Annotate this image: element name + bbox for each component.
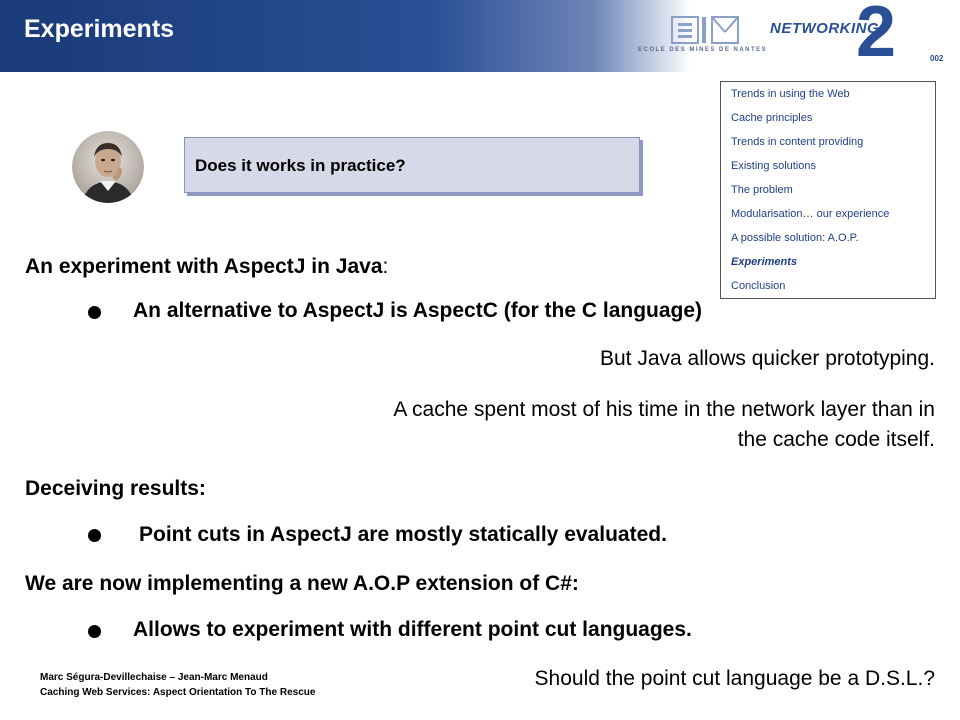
bullet-dot-icon bbox=[88, 529, 101, 542]
networking-logo-year: 002 bbox=[930, 54, 944, 63]
bullet-point-cuts: Point cuts in AspectJ are mostly statically evaluated. bbox=[139, 523, 667, 546]
networking-logo bbox=[768, 0, 958, 72]
agenda-box bbox=[720, 81, 936, 299]
networking-logo-number: 2 bbox=[856, 0, 897, 72]
heading-experiment-text: An experiment with AspectJ in Java bbox=[25, 255, 383, 278]
heading-experiment bbox=[25, 255, 388, 279]
agenda-item-existing-solutions[interactable]: Existing solutions bbox=[731, 160, 816, 172]
avatar bbox=[72, 131, 144, 203]
note-cache-network-line1: A cache spent most of his time in the network layer than in bbox=[393, 398, 935, 421]
agenda-item-conclusion[interactable]: Conclusion bbox=[731, 280, 786, 292]
emn-logo bbox=[638, 14, 768, 62]
agenda-item-trends-content[interactable]: Trends in content providing bbox=[731, 136, 864, 148]
note-cache-network-line2: the cache code itself. bbox=[737, 428, 935, 451]
footer-talk-title: Caching Web Services: Aspect Orientation To The Rescue bbox=[40, 687, 316, 698]
thinking-person-icon bbox=[72, 131, 144, 203]
bullet-dot-icon bbox=[88, 306, 101, 319]
note-dsl-question: Should the point cut language be a D.S.L.? bbox=[534, 667, 935, 690]
networking-logo-text: NETWORKING bbox=[770, 20, 880, 37]
bullet-aspectc: An alternative to AspectJ is AspectC (for the C language) bbox=[133, 299, 703, 322]
agenda-item-problem[interactable]: The problem bbox=[731, 184, 793, 196]
agenda-item-modularisation[interactable]: Modularisation… our experience bbox=[731, 208, 890, 220]
footer-authors: Marc Ségura-Devillechaise – Jean-Marc Menaud bbox=[40, 672, 268, 683]
agenda-item-aop[interactable]: A possible solution: A.O.P. bbox=[731, 232, 859, 244]
emn-logo-caption: ECOLE DES MINES DE NANTES bbox=[638, 47, 768, 53]
agenda-item-trends-web[interactable]: Trends in using the Web bbox=[731, 88, 850, 100]
agenda-item-experiments[interactable]: Experiments bbox=[731, 256, 798, 268]
bullet-point-cut-languages: Allows to experiment with different point cut languages. bbox=[133, 618, 692, 641]
agenda-item-cache-principles[interactable]: Cache principles bbox=[731, 112, 813, 124]
heading-deceiving-results: Deceiving results: bbox=[25, 477, 206, 500]
note-java-prototyping: But Java allows quicker prototyping. bbox=[599, 347, 935, 370]
question-box bbox=[184, 137, 640, 193]
question-text: Does it works in practice? bbox=[195, 156, 406, 175]
heading-experiment-colon: : bbox=[382, 255, 389, 278]
heading-new-extension: We are now implementing a new A.O.P extension of C#: bbox=[25, 572, 579, 595]
bullet-dot-icon bbox=[88, 625, 101, 638]
page-title: Experiments bbox=[24, 15, 175, 43]
emn-logo-mark bbox=[638, 14, 768, 46]
header-bar bbox=[0, 0, 960, 72]
